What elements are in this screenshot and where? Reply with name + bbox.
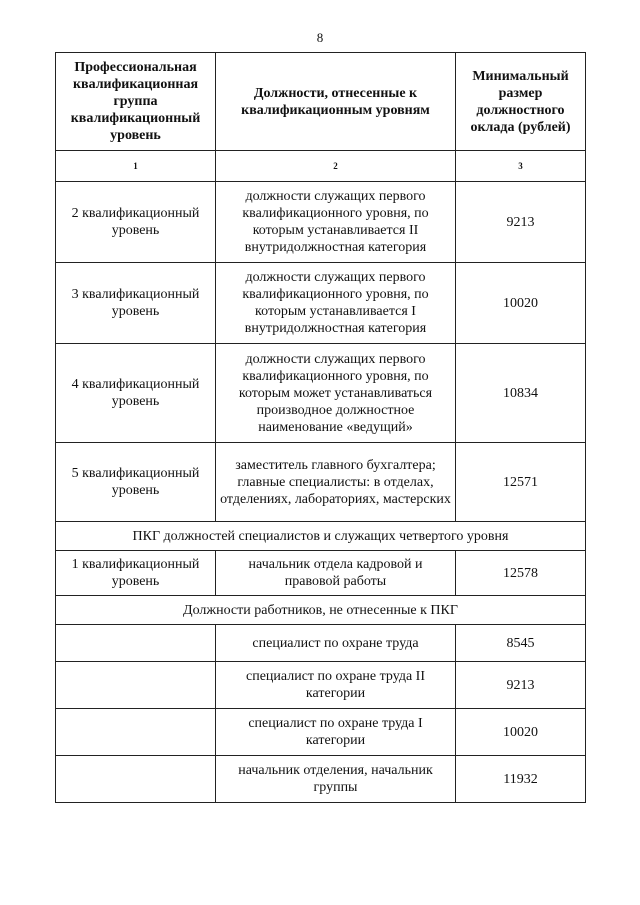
salary-cell: 10020	[456, 263, 586, 344]
table-row	[56, 182, 586, 263]
positions-cell: специалист по охране труда	[216, 625, 456, 662]
salary-cell: 8545	[456, 625, 586, 662]
positions-cell: должности служащих первого квалификационного уровня, по которым может устанавливаться производное должностное наименование «ведущий»	[216, 344, 456, 443]
salary-cell: 12571	[456, 443, 586, 522]
table-row	[56, 756, 586, 803]
qualification-level: 5 квалификационный уровень	[56, 443, 216, 522]
qualification-level	[56, 625, 216, 662]
salary-cell: 12578	[456, 551, 586, 596]
table-row	[56, 662, 586, 709]
qualification-level	[56, 756, 216, 803]
column-number: 3	[456, 151, 586, 182]
positions-cell: заместитель главного бухгалтера; главные специалисты: в отделах, отделениях, лабораториях, мастерских	[216, 443, 456, 522]
header-qualification-group: Профессиональная квалификационная группа квалификационный уровень	[56, 53, 216, 151]
header-min-salary: Минимальный размер должностного оклада (рублей)	[456, 53, 586, 151]
column-number-row	[56, 151, 586, 182]
page-number: 8	[316, 30, 324, 45]
section-header-row	[56, 596, 586, 625]
header-positions: Должности, отнесенные к квалификационным уровням	[216, 53, 456, 151]
salary-cell: 9213	[456, 182, 586, 263]
table-row	[56, 709, 586, 756]
table-row	[56, 625, 586, 662]
positions-cell: начальник отделения, начальник группы	[216, 756, 456, 803]
positions-cell: начальник отдела кадровой и правовой работы	[216, 551, 456, 596]
salary-cell: 9213	[456, 662, 586, 709]
qualification-level: 4 квалификационный уровень	[56, 344, 216, 443]
qualification-level: 3 квалификационный уровень	[56, 263, 216, 344]
qualification-level: 1 квалификационный уровень	[56, 551, 216, 596]
positions-cell: специалист по охране труда II категории	[216, 662, 456, 709]
table-row	[56, 263, 586, 344]
positions-cell: специалист по охране труда I категории	[216, 709, 456, 756]
column-number: 2	[216, 151, 456, 182]
section-title-non-pkg: Должности работников, не отнесенные к ПКГ	[56, 596, 586, 625]
positions-cell: должности служащих первого квалификационного уровня, по которым устанавливается I внутридолжностная категория	[216, 263, 456, 344]
table-row	[56, 344, 586, 443]
qualification-level	[56, 662, 216, 709]
table-row	[56, 443, 586, 522]
salary-cell: 10834	[456, 344, 586, 443]
table-header-row	[56, 53, 586, 151]
column-number: 1	[56, 151, 216, 182]
section-header-row	[56, 522, 586, 551]
salary-cell: 11932	[456, 756, 586, 803]
positions-cell: должности служащих первого квалификационного уровня, по которым устанавливается II внутридолжностная категория	[216, 182, 456, 263]
qualification-level	[56, 709, 216, 756]
section-title-pkg-fourth-level: ПКГ должностей специалистов и служащих четвертого уровня	[56, 522, 586, 551]
qualification-level: 2 квалификационный уровень	[56, 182, 216, 263]
salary-table	[55, 52, 586, 803]
salary-cell: 10020	[456, 709, 586, 756]
table-row	[56, 551, 586, 596]
